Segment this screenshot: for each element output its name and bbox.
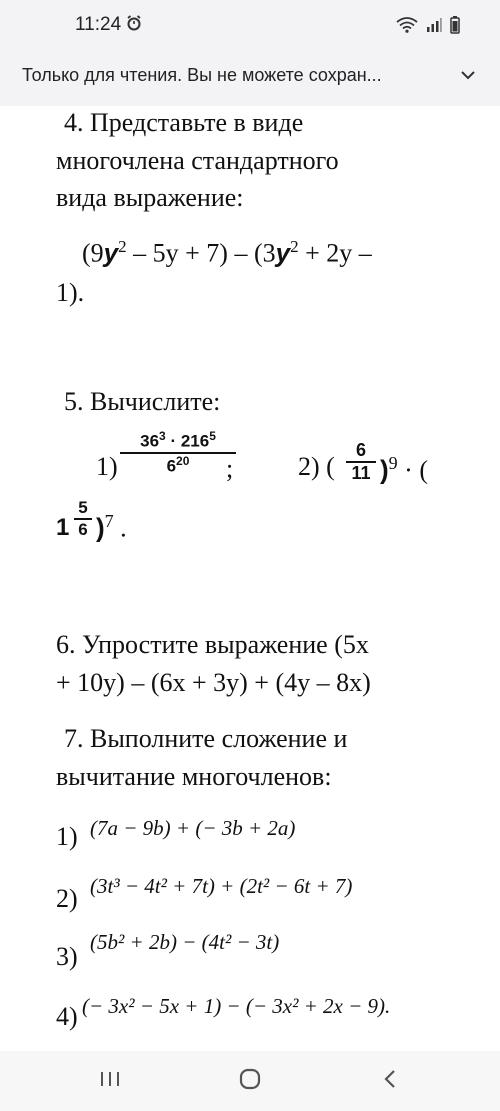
expr-part: + 2y – <box>298 238 372 268</box>
task5-heading: 5. Вычислите: <box>64 387 221 416</box>
task6-line2: + 10y) – (6x + 3y) + (4y – 8x) <box>56 668 371 697</box>
task4-expression-end: 1). <box>56 278 85 307</box>
task5-item2-label: 2) ( <box>298 452 335 481</box>
fraction-1-denominator: $6^{20}$ <box>166 453 190 476</box>
battery-icon <box>450 16 460 39</box>
var-y: y <box>275 237 291 268</box>
expr-part: – 5y + 7) – (3 <box>126 238 276 268</box>
status-time: 11:24 <box>75 14 122 35</box>
status-icons <box>396 16 460 39</box>
task7-item3-label: 3) <box>56 942 78 971</box>
back-button[interactable] <box>370 1065 410 1097</box>
fraction-3-numerator: 5 <box>78 498 88 517</box>
task7-item2-expression: (3t³ − 4t² + 7t) + (2t² − 6t + 7) <box>90 874 353 898</box>
task7-item1-expression: (7a − 9b) + (− 3b + 2a) <box>90 816 296 840</box>
task7-item4-label: 4) <box>56 1002 78 1031</box>
task7-item3-expression: (5b² + 2b) − (4t² − 3t) <box>90 930 280 954</box>
task5-item2-rest: )$^9$ · ( <box>380 453 428 485</box>
signal-icon <box>426 17 442 38</box>
recent-apps-icon <box>99 1069 121 1094</box>
task4-line1: 4. Представьте в виде <box>64 108 304 137</box>
banner-text: Только для чтения. Вы не можете сохран... <box>22 65 382 85</box>
task5-item1-label: 1) <box>96 452 118 481</box>
fraction-3 <box>74 498 92 540</box>
recent-apps-button[interactable] <box>90 1065 130 1097</box>
task6-line1: 6. Упростите выражение (5x <box>56 630 369 659</box>
fraction-2 <box>346 440 376 484</box>
task7-item2-label: 2) <box>56 884 78 913</box>
task4-line2: многочлена стандартного <box>56 146 339 175</box>
status-bar <box>0 0 500 48</box>
task7-item4-expression: (− 3x² − 5x + 1) − (− 3x² + 2x − 9). <box>82 994 391 1018</box>
task7-line1: 7. Выполните сложение и <box>64 724 348 753</box>
fraction-1 <box>120 429 236 476</box>
home-icon <box>238 1067 262 1096</box>
back-icon <box>381 1068 399 1095</box>
read-only-banner[interactable] <box>0 48 500 106</box>
task7-item1-label: 1) <box>56 822 78 851</box>
alarm-icon <box>126 15 142 36</box>
task4-line3: вида выражение: <box>56 183 244 212</box>
mixed-number-whole: 1 <box>56 514 70 541</box>
var-y: y <box>103 237 119 268</box>
home-button[interactable] <box>230 1065 270 1097</box>
expr-part: (9 <box>82 238 104 268</box>
task5-item1-end: ; <box>226 454 234 483</box>
navigation-bar <box>0 1051 500 1111</box>
fraction-3-denominator: 6 <box>78 520 88 539</box>
chevron-down-icon[interactable] <box>460 68 476 86</box>
wifi-icon <box>396 17 418 38</box>
fraction-2-denominator: 11 <box>351 463 371 483</box>
task4-expression <box>82 238 372 267</box>
task7-line2: вычитание многочленов: <box>56 762 332 791</box>
fraction-1-numerator: $36^3 \cdot 216^5$ <box>140 429 216 451</box>
exp: 2 <box>290 237 299 256</box>
fraction-2-numerator: 6 <box>355 440 366 460</box>
exp: 2 <box>118 237 127 256</box>
document-content[interactable] <box>0 106 500 1051</box>
task5-item2-close: )$^7$ . <box>96 511 127 543</box>
